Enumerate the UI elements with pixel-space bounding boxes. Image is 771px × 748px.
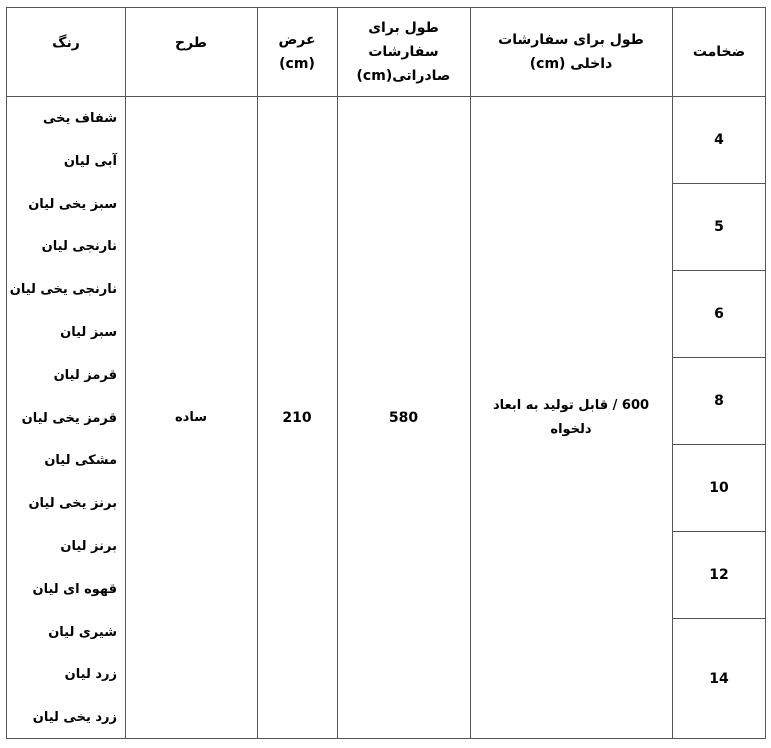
header-export-length: طول برای سفارشات صادراتی(cm) [356, 20, 451, 84]
thickness-cell: 6 [714, 305, 724, 322]
export-length-value: 580 [388, 409, 419, 426]
color-item: برنز یخی لیان [28, 496, 117, 512]
thickness-cell: 12 [709, 566, 729, 583]
color-item: قهوه ای لیان [32, 581, 117, 597]
color-item: نارنجی یخی لیان [9, 282, 117, 298]
header-color: رنگ [52, 35, 80, 51]
header-width: عرض (cm) [278, 32, 316, 72]
thickness-cell: 14 [709, 670, 729, 687]
thickness-cell: 8 [714, 392, 724, 409]
color-item: قرمز لیان [53, 367, 117, 383]
width-value: 210 [282, 409, 312, 426]
thickness-cell: 10 [709, 479, 729, 496]
product-spec-table [6, 7, 766, 739]
color-item: شفاف یخی [42, 111, 117, 126]
color-item: زرد یخی لیان [32, 710, 117, 726]
color-item: مشکی لیان [44, 453, 117, 469]
color-item: آبی لیان [63, 153, 117, 169]
header-pattern: طرح [175, 35, 207, 51]
color-item: سبز لیان [60, 324, 117, 340]
color-item: قرمز یخی لیان [21, 410, 117, 426]
color-item: برنز لیان [60, 538, 117, 554]
color-item: سبز یخی لیان [28, 196, 117, 212]
pattern-value: ساده [175, 409, 208, 425]
color-item: نارنجی لیان [41, 239, 117, 255]
color-list [7, 98, 125, 740]
color-item: شیری لیان [48, 624, 117, 640]
domestic-length-value: 600 / قابل تولید به ابعاد دلخواه [492, 397, 650, 437]
thickness-cell: 5 [714, 218, 724, 235]
header-thickness: ضخامت [692, 44, 746, 60]
header-domestic-length: طول برای سفارشات داخلی (cm) [498, 32, 644, 72]
thickness-cell: 4 [714, 131, 724, 148]
color-item: زرد لیان [64, 667, 117, 683]
